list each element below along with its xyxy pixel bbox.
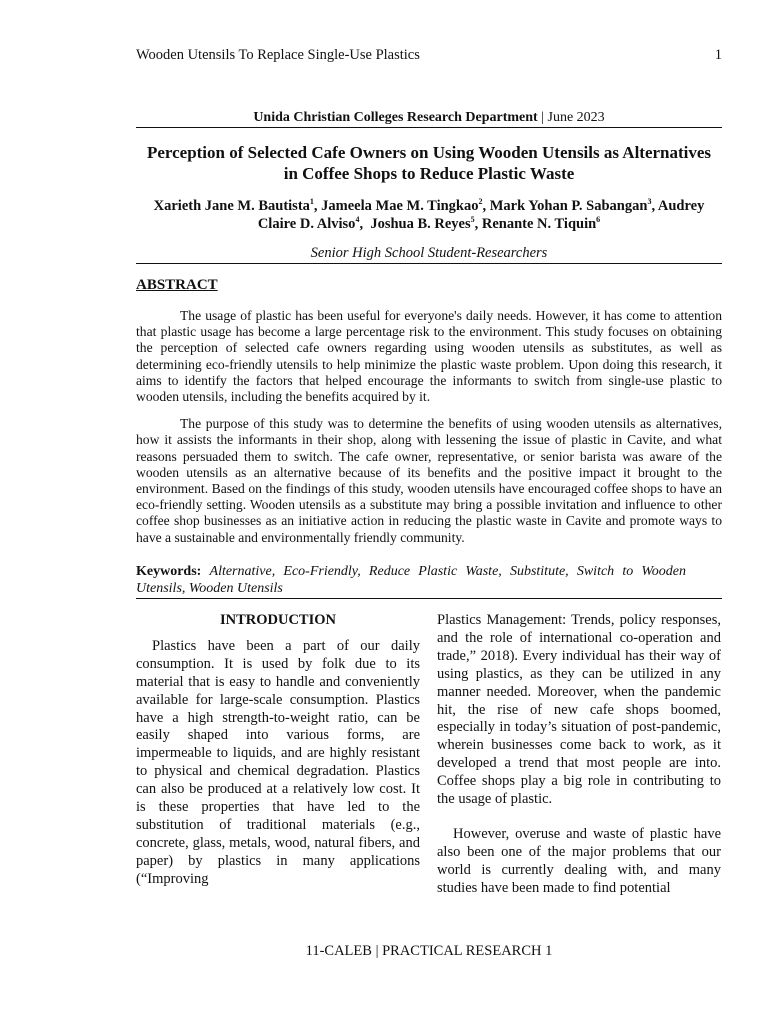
keywords	[136, 564, 686, 597]
author-name: Joshua B. Reyes	[370, 216, 471, 232]
divider-keywords	[136, 598, 722, 599]
author-name: Jameela Mae M. Tingkao	[321, 198, 479, 214]
abstract-body	[136, 308, 722, 546]
author-affiliation: 2	[478, 197, 483, 207]
author-name: Mark Yohan P. Sabangan	[489, 198, 648, 214]
author-name: Audrey Claire D. Alviso	[257, 198, 705, 232]
divider-authors	[136, 263, 722, 264]
author-list: Xarieth Jane M. Bautista$^1$, Jameela Mae M. Tingkao$^2$, Mark Yohan P. Sabangan$^3$, Audrey Claire D. Alviso$^4$, Joshua B. Reyes$^5$, Renante N. Tiquin$^6$	[153, 197, 705, 232]
keywords-text: Alternative, Eco-Friendly, Reduce Plastic Waste, Substitute, Switch to Wooden Utensils, Wooden Utensils	[136, 564, 687, 596]
author-affiliation: 3	[647, 197, 652, 207]
author-affiliation: 6	[596, 215, 601, 225]
page-number: 1	[714, 47, 722, 63]
publication-date: | June 2023	[537, 110, 605, 125]
keywords-label: Keywords:	[136, 564, 202, 579]
intro-right-column	[437, 612, 721, 898]
paper-title	[136, 142, 722, 184]
paper-title-line-2: in Coffee Shops to Reduce Plastic Waste	[283, 164, 575, 183]
intro-paragraph-1: Plastics have been a part of our daily consumption. It is used by folk due to its material that is easy to handle and conveniently available for large-scale consumption. Plastics have a high strength-to-weight ratio, can be easily shaped into various forms, are impermeable to liquids, and are highly resistant to physical and chemical degradation. Plastics can also be produced at a relatively low cost. It is these properties that have led to the substitution of traditional materials (e.g., concrete, glass, metals, wood, natural fibers, and paper) by plastics in many applications (“Improving	[136, 637, 420, 887]
intro-paragraph-3: However, overuse and waste of plastic have also been one of the major problems that our world is currently dealing with, and many studies have been made to find potential	[437, 825, 721, 896]
introduction-heading: INTRODUCTION	[219, 612, 336, 628]
running-title: Wooden Utensils To Replace Single-Use Plastics	[136, 47, 420, 63]
divider-top	[136, 127, 722, 128]
author-name: Renante N. Tiquin	[481, 216, 597, 232]
department-name: Unida Christian Colleges Research Department	[253, 110, 538, 125]
paper-title-line-1: Perception of Selected Cafe Owners on Using Wooden Utensils as Alternatives	[146, 143, 712, 162]
author-affiliation: 5	[470, 215, 475, 225]
author-role: Senior High School Student-Researchers	[310, 245, 548, 261]
author-name: Xarieth Jane M. Bautista	[153, 198, 310, 214]
running-header	[136, 47, 722, 64]
abstract-paragraph-1: The usage of plastic has been useful for everyone's daily needs. However, it has come to attention that plastic usage has become a large percentage risk to the environment. This study focuses on obtaining the perception of selected cafe owners regarding using wooden utensils as substitutes, as well as determining eco-friendly utensils to help minimize the plastic waste problem. Upon doing this research, it aims to identify the factors that helped encourage the informants to switch from single-use plastic to wooden utensils, including the benefits acquired by it.	[136, 308, 722, 405]
author-affiliation: 4	[355, 215, 360, 225]
intro-left-column	[136, 612, 420, 889]
department-line	[136, 110, 722, 126]
abstract-heading: ABSTRACT	[136, 277, 218, 293]
page-footer: 11-CALEB | PRACTICAL RESEARCH 1	[305, 943, 553, 959]
author-affiliation: 1	[309, 197, 314, 207]
intro-paragraph-2: Plastics Management: Trends, policy responses, and the role of international co-operation and trade,” 2018). Every individual has their way of using plastics, as they can be utilized in any manner needed. Moreover, when the pandemic hit, the rise of new cafe shops boomed, especially in today’s situation of post-pandemic, wherein businesses come back to work, as it developed a trend that most people are into. Coffee shops play a big role in contributing to the usage of plastic.	[437, 612, 721, 808]
abstract-paragraph-2: The purpose of this study was to determine the benefits of using wooden utensils as alternatives, how it assists the informants in their shop, along with lessening the issue of plastic in Cavite, and what reasons persuaded them to switch. The cafe owner, representative, or senior barista was aware of the wooden utensils as an alternative because of its benefits and the positive impact it brought to the environment. Based on the findings of this study, wooden utensils have encouraged coffee shops to have an eco-friendly setting. Wooden utensils as a substitute may bring a possible invitation and influence to other coffee shop businesses as an initiative action in reducing the plastic waste in Cavite and promote ways to have a sustainable and environmentally friendly community.	[136, 416, 722, 545]
